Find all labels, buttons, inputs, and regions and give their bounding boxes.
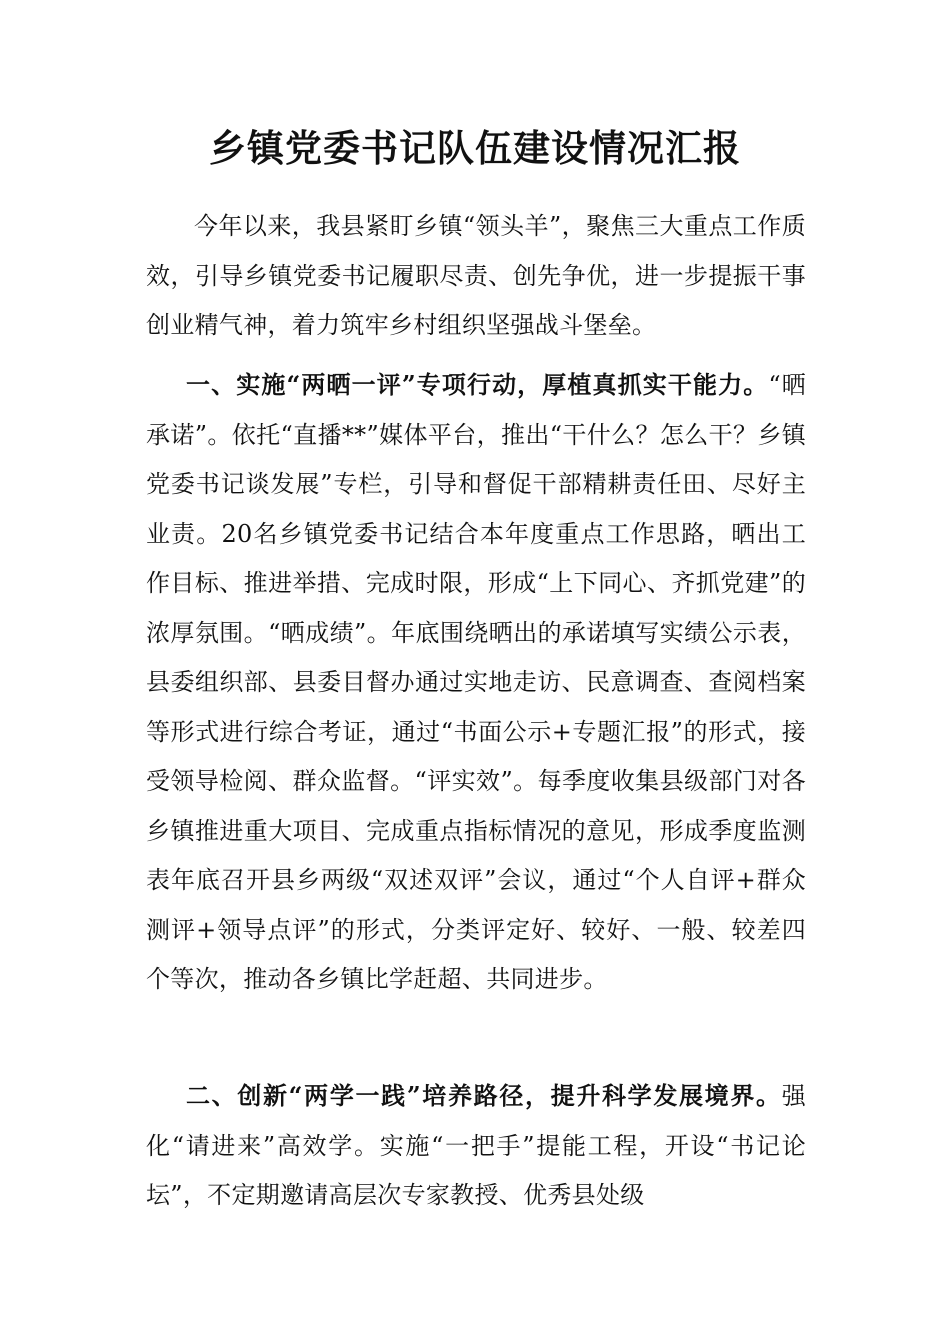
section-2-body: 强化“请进来”高效学。实施“一把手”提能工程，开设“书记论坛”，不定期邀请高层次专家教授、优秀县处级 <box>146 1082 806 1209</box>
document-title: 乡镇党委书记队伍建设情况汇报 <box>209 126 741 170</box>
section-2-heading: 二、创新“两学一践”培养路径，提升科学发展境界。 <box>186 1081 782 1110</box>
section-2-paragraph <box>146 1071 806 1221</box>
section-1-body: “晒承诺”。依托“直播**”媒体平台，推出“干什么？怎么干？乡镇党委书记谈发展”专栏，引导和督促干部精耕责任田、尽好主业责。20名乡镇党委书记结合本年度重点工作思路，晒出工作目标、推进举措、完成时限，形成“上下同心、齐抓党建”的浓厚氛围。“晒成绩”。年底围绕晒出的承诺填写实绩公示表，县委组织部、县委目督办通过实地走访、民意调查、查阅档案等形式进行综合考证，通过“书面公示+专题汇报”的形式，接受领导检阅、群众监督。“评实效”。每季度收集县级部门对各乡镇推进重大项目、完成重点指标情况的意见，形成季度监测表年底召开县乡两级“双述双评”会议，通过“个人自评+群众测评+领导点评”的形式，分类评定好、较好、一般、较差四个等次，推动各乡镇比学赶超、共同进步。 <box>146 371 806 993</box>
section-1-heading: 一、实施“两晒一评”专项行动，厚植真抓实干能力。 <box>186 370 769 399</box>
section-1-paragraph <box>146 360 806 1005</box>
intro-paragraph: 今年以来，我县紧盯乡镇“领头羊”，聚焦三大重点工作质效，引导乡镇党委书记履职尽责、创先争优，进一步提振干事创业精气神，着力筑牢乡村组织坚强战斗堡垒。 <box>146 212 806 339</box>
